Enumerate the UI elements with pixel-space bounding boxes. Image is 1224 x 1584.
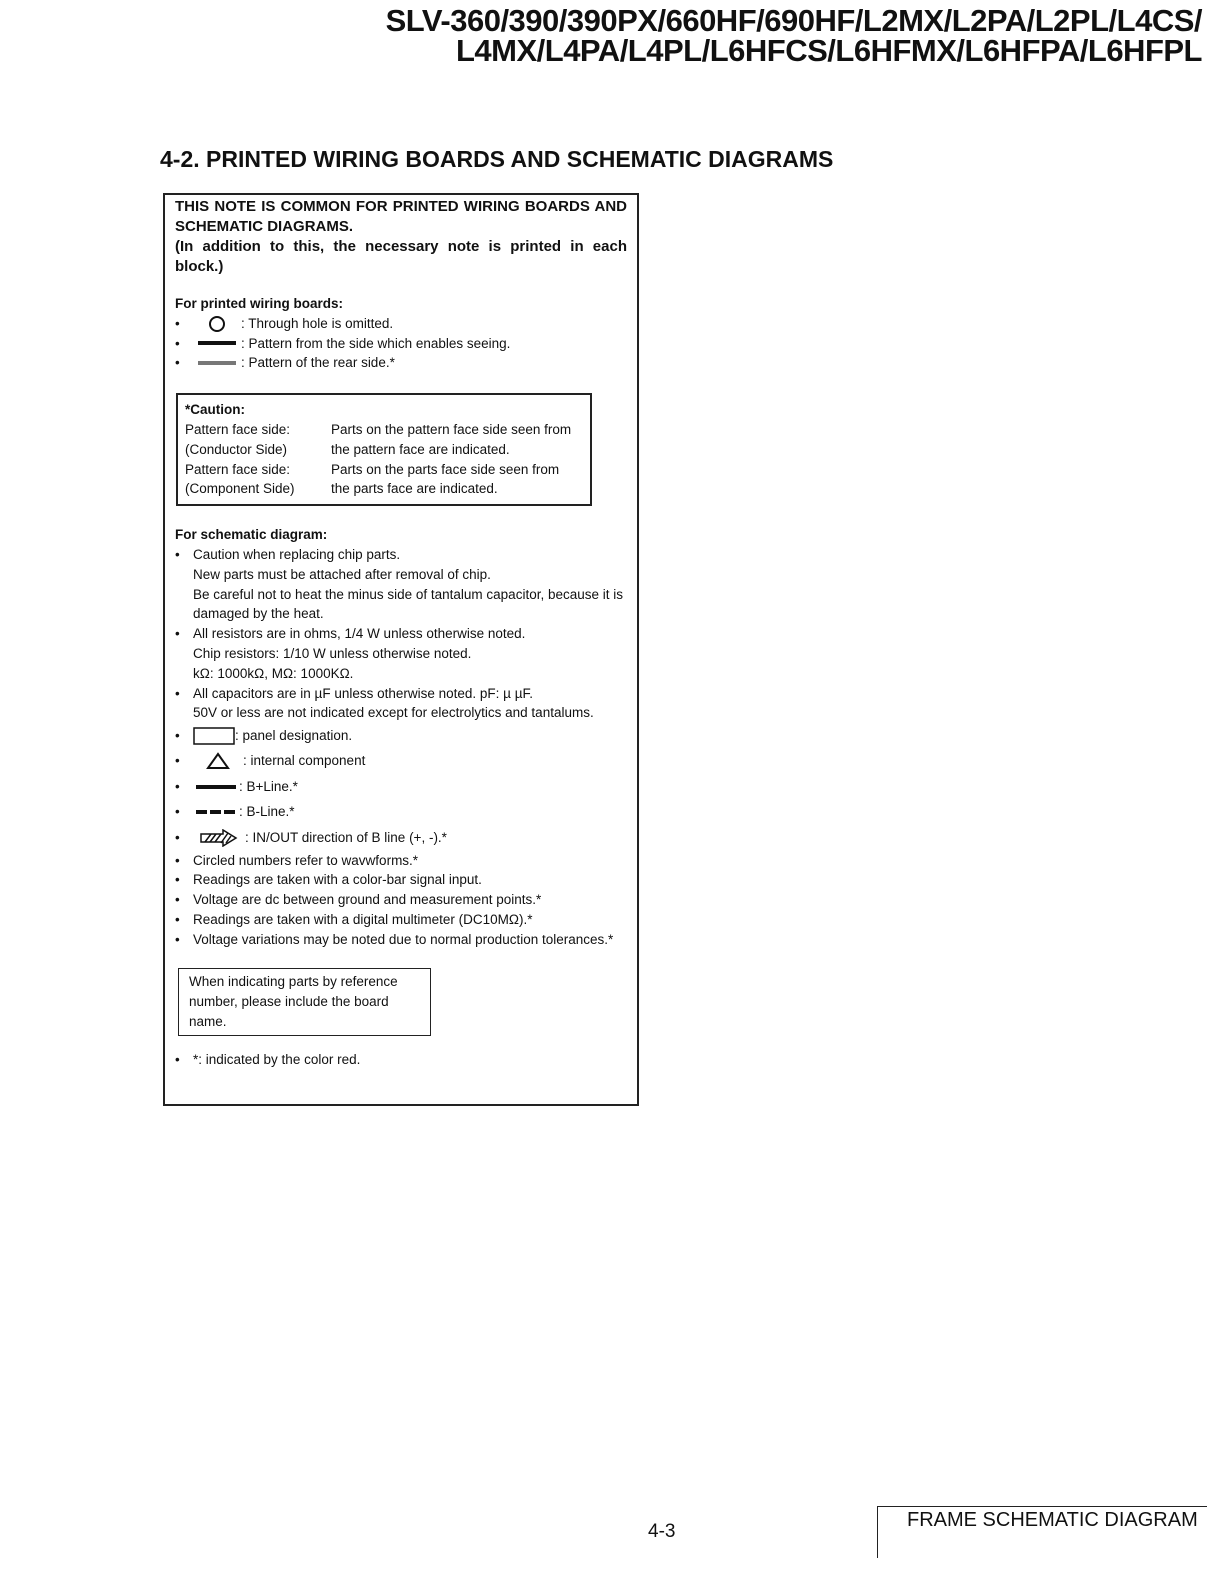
page-number: 4-3 [648,1521,676,1542]
pwb-item [175,314,627,334]
bullet: • [175,1051,180,1067]
schematic-item-text: 50V or less are not indicated except for electrolytics and tantalums. [193,705,594,721]
plain-item [175,930,627,950]
plain-item-text: *: indicated by the color red. [193,1051,361,1067]
caution-text: Parts on the pattern face side seen from [331,421,572,437]
note-intro-line-2: (In addition to this, the necessary note is printed in each block.) [175,238,627,275]
schematic-item [175,624,627,644]
caution-row [185,479,583,499]
caution-label: (Conductor Side) [185,441,288,457]
note-intro-line-1: THIS NOTE IS COMMON FOR PRINTED WIRING BOARDS AND SCHEMATIC DIAGRAMS. [175,198,627,235]
schematic-item-text: Chip resistors: 1/10 W unless otherwise noted. [193,645,472,661]
bullet: • [175,355,180,371]
bullet: • [175,931,180,947]
symbol-item-text: : B+Line.* [239,778,298,794]
bullet: • [175,829,180,845]
schematic-item-text: Caution when replacing chip parts. [193,546,401,562]
plain-item [175,890,627,910]
caution-row [185,420,583,440]
caution-label: Pattern face side: [185,421,291,437]
symbol-item [175,825,627,851]
bullet: • [175,778,180,794]
reference-note-box: When indicating parts by reference number, please include the board name. [178,968,431,1036]
schematic-item-text: New parts must be attached after removal of chip. [193,566,491,582]
bullet: • [175,892,180,908]
bullet: • [175,852,180,868]
caution-row [185,440,583,460]
plain-item-text: Voltage are dc between ground and measurement points.* [193,892,542,908]
plain-item [175,870,627,890]
plain-item-text: Circled numbers refer to wavwforms.* [193,852,419,868]
caution-text: the parts face are indicated. [331,481,498,497]
bullet: • [175,804,180,820]
schematic-item-text: All capacitors are in µF unless otherwise noted. pF: µ µF. [193,685,533,701]
note-intro [175,197,627,277]
schematic-item-text: Be careful not to heat the minus side of tantalum capacitor, because it is damaged by the heat. [193,586,623,622]
caution-row [185,460,583,480]
triangle-icon [193,752,243,770]
header-model-line-1: SLV-360/390/390PX/660HF/690HF/L2MX/L2PA/L2PL/L4CS/ [385,3,1202,38]
bullet: • [175,872,180,888]
caution-label: Pattern face side: [185,461,291,477]
symbol-item-text: : IN/OUT direction of B line (+, -).* [245,829,447,845]
bullet: • [175,912,180,928]
frame-label: FRAME SCHEMATIC DIAGRAM [877,1506,1207,1558]
solid-line-icon [193,782,239,792]
symbol-item-text: : panel designation. [235,727,353,743]
caution-text: Parts on the parts face side seen from [331,461,560,477]
pwb-item-text: : Pattern from the side which enables seeing. [241,335,511,351]
common-note-box [163,193,639,1106]
bullet: • [175,546,180,562]
schematic-item-text: kΩ: 1000kΩ, MΩ: 1000KΩ. [193,665,354,681]
symbol-item [175,774,627,800]
rear-pattern-icon [193,358,241,368]
symbol-item-text: : B-Line.* [239,804,295,820]
pwb-item [175,334,627,354]
plain-item [175,1050,627,1070]
pwb-heading: For printed wiring boards: [175,296,343,311]
schematic-item-text: All resistors are in ohms, 1/4 W unless otherwise noted. [193,626,526,642]
bullet: • [175,753,180,769]
panel-box-icon [193,727,235,745]
plain-item [175,910,627,930]
circle-icon [193,315,241,333]
dashed-line-icon [193,807,239,817]
symbol-item [175,749,627,775]
document-header [385,3,1202,68]
section-title: 4-2. PRINTED WIRING BOARDS AND SCHEMATIC DIAGRAMS [160,146,834,172]
symbol-item-text: : internal component [243,753,366,769]
plain-item-text: Voltage variations may be noted due to normal production tolerances.* [193,931,614,947]
bullet: • [175,727,180,743]
bullet: • [175,685,180,701]
plain-item-text: Readings are taken with a digital multimeter (DC10MΩ).* [193,912,533,928]
schematic-item [175,684,627,704]
solid-pattern-icon [193,338,241,348]
caution-text: the pattern face are indicated. [331,441,510,457]
hatched-arrow-icon [193,829,245,847]
symbol-item [175,800,627,826]
caution-label: (Component Side) [185,481,295,497]
bullet: • [175,335,180,351]
bullet: • [175,315,180,331]
header-model-line-2: L4MX/L4PA/L4PL/L6HFCS/L6HFMX/L6HFPA/L6HFPL [455,33,1202,68]
pwb-item [175,353,627,373]
caution-title: *Caution: [185,402,245,418]
schematic-heading: For schematic diagram: [175,527,328,543]
bullet: • [175,626,180,642]
pwb-item-text: : Pattern of the rear side.* [241,355,395,371]
plain-item-text: Readings are taken with a color-bar signal input. [193,872,482,888]
schematic-item [175,545,627,565]
caution-box [176,393,592,506]
plain-item [175,851,627,871]
pwb-item-text: : Through hole is omitted. [241,315,394,331]
symbol-item [175,723,627,749]
